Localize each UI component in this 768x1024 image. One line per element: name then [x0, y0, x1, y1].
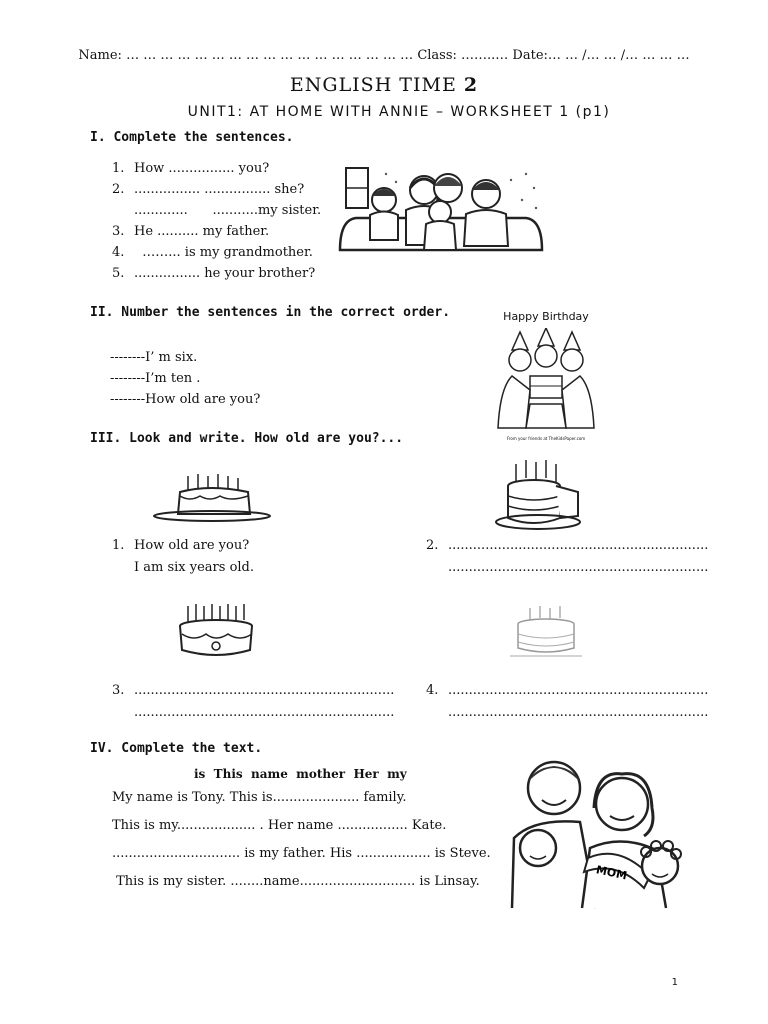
text-line-4: This is my sister. ........name............................ is Linsay.: [112, 874, 480, 889]
section-1-list: [112, 158, 321, 284]
list-item: 2. ................ ................ she?: [112, 182, 305, 197]
answer-line: ...............................................................: [134, 705, 395, 720]
answer-line: ...............................................................: [448, 705, 709, 720]
list-item: --------How old are you?: [110, 392, 261, 407]
text-line-1: My name is Tony. This is..................... family.: [112, 790, 407, 805]
ordering-list: [110, 347, 260, 410]
section-3-title: . Look and write. How old are you?...: [113, 431, 404, 446]
answer-line: ...............................................................: [448, 683, 709, 698]
family-mom-picture: [500, 748, 692, 916]
cake-six-candles-icon: [150, 468, 272, 524]
question-4: 4. ............................................................... ...............................................................: [426, 683, 709, 720]
page-number: 1: [671, 977, 678, 988]
section-1-title: . Complete the sentences.: [97, 130, 294, 145]
section-3-heading: [90, 431, 403, 446]
section-2-number: II: [90, 305, 106, 320]
section-2-title: . Number the sentences in the correct order.: [105, 305, 451, 320]
student-info-line: Name: … … … … … … … … … … … … … … … … … Class: ……..… Date:… … /… … /… … … …: [78, 48, 690, 63]
text-line-2: This is my................... . Her name ................. Kate.: [112, 818, 447, 833]
happy-birthday-picture: [486, 310, 606, 445]
section-4-heading: [90, 741, 262, 756]
section-1-heading: [90, 130, 294, 145]
word-bank: is This name mother Her my: [194, 767, 407, 781]
list-item: ............. ...........my sister.: [134, 203, 322, 218]
mom-sash-text: MOM: [594, 863, 629, 883]
cake-light-icon: [506, 604, 586, 662]
section-2-heading: [90, 305, 450, 320]
section-1-number: I: [90, 130, 98, 145]
cake-sliced-icon: [494, 458, 584, 533]
text-line-3: ............................... is my father. His .................. is Steve.: [112, 846, 491, 861]
section-4-title: . Complete the text.: [105, 741, 263, 756]
answer-line: ...............................................................: [448, 560, 709, 575]
list-item: --------I’ m six.: [110, 350, 198, 365]
list-item: --------I’m ten .: [110, 371, 201, 386]
list-item: 5. ................ he your brother?: [112, 266, 316, 281]
section-4-number: IV: [90, 741, 106, 756]
answer-line: ...............................................................: [448, 538, 709, 553]
list-item: 1. How ................ you?: [112, 161, 270, 176]
section-3-number: III: [90, 431, 114, 446]
worksheet-title: [0, 74, 768, 96]
title-number: 2: [463, 74, 479, 96]
birthday-caption: Happy Birthday: [503, 310, 589, 323]
birthday-party-icon: [486, 328, 606, 438]
cake-many-candles-icon: [174, 600, 260, 662]
answer-line: ...............................................................: [134, 683, 395, 698]
question-1-answer: I am six years old.: [134, 560, 255, 575]
question-1: 1. How old are you? I am six years old.: [112, 538, 255, 575]
question-1-prompt: How old are you?: [134, 538, 250, 553]
question-3: 3. ............................................................... ...............................................................: [112, 683, 395, 720]
birthday-credit: From your friends at TheKidsPaper.com: [506, 436, 586, 441]
worksheet-subtitle: UNIT1: AT HOME WITH ANNIE – WORKSHEET 1 (p1): [187, 104, 611, 120]
list-item: 3. He .......... my father.: [112, 224, 270, 239]
list-item: 4. ……... is my grandmother.: [112, 245, 313, 260]
family-sofa-picture: [336, 160, 546, 260]
title-text: ENGLISH TIME: [289, 74, 457, 96]
question-2: 2. ............................................................... ...............................................................: [426, 538, 709, 575]
